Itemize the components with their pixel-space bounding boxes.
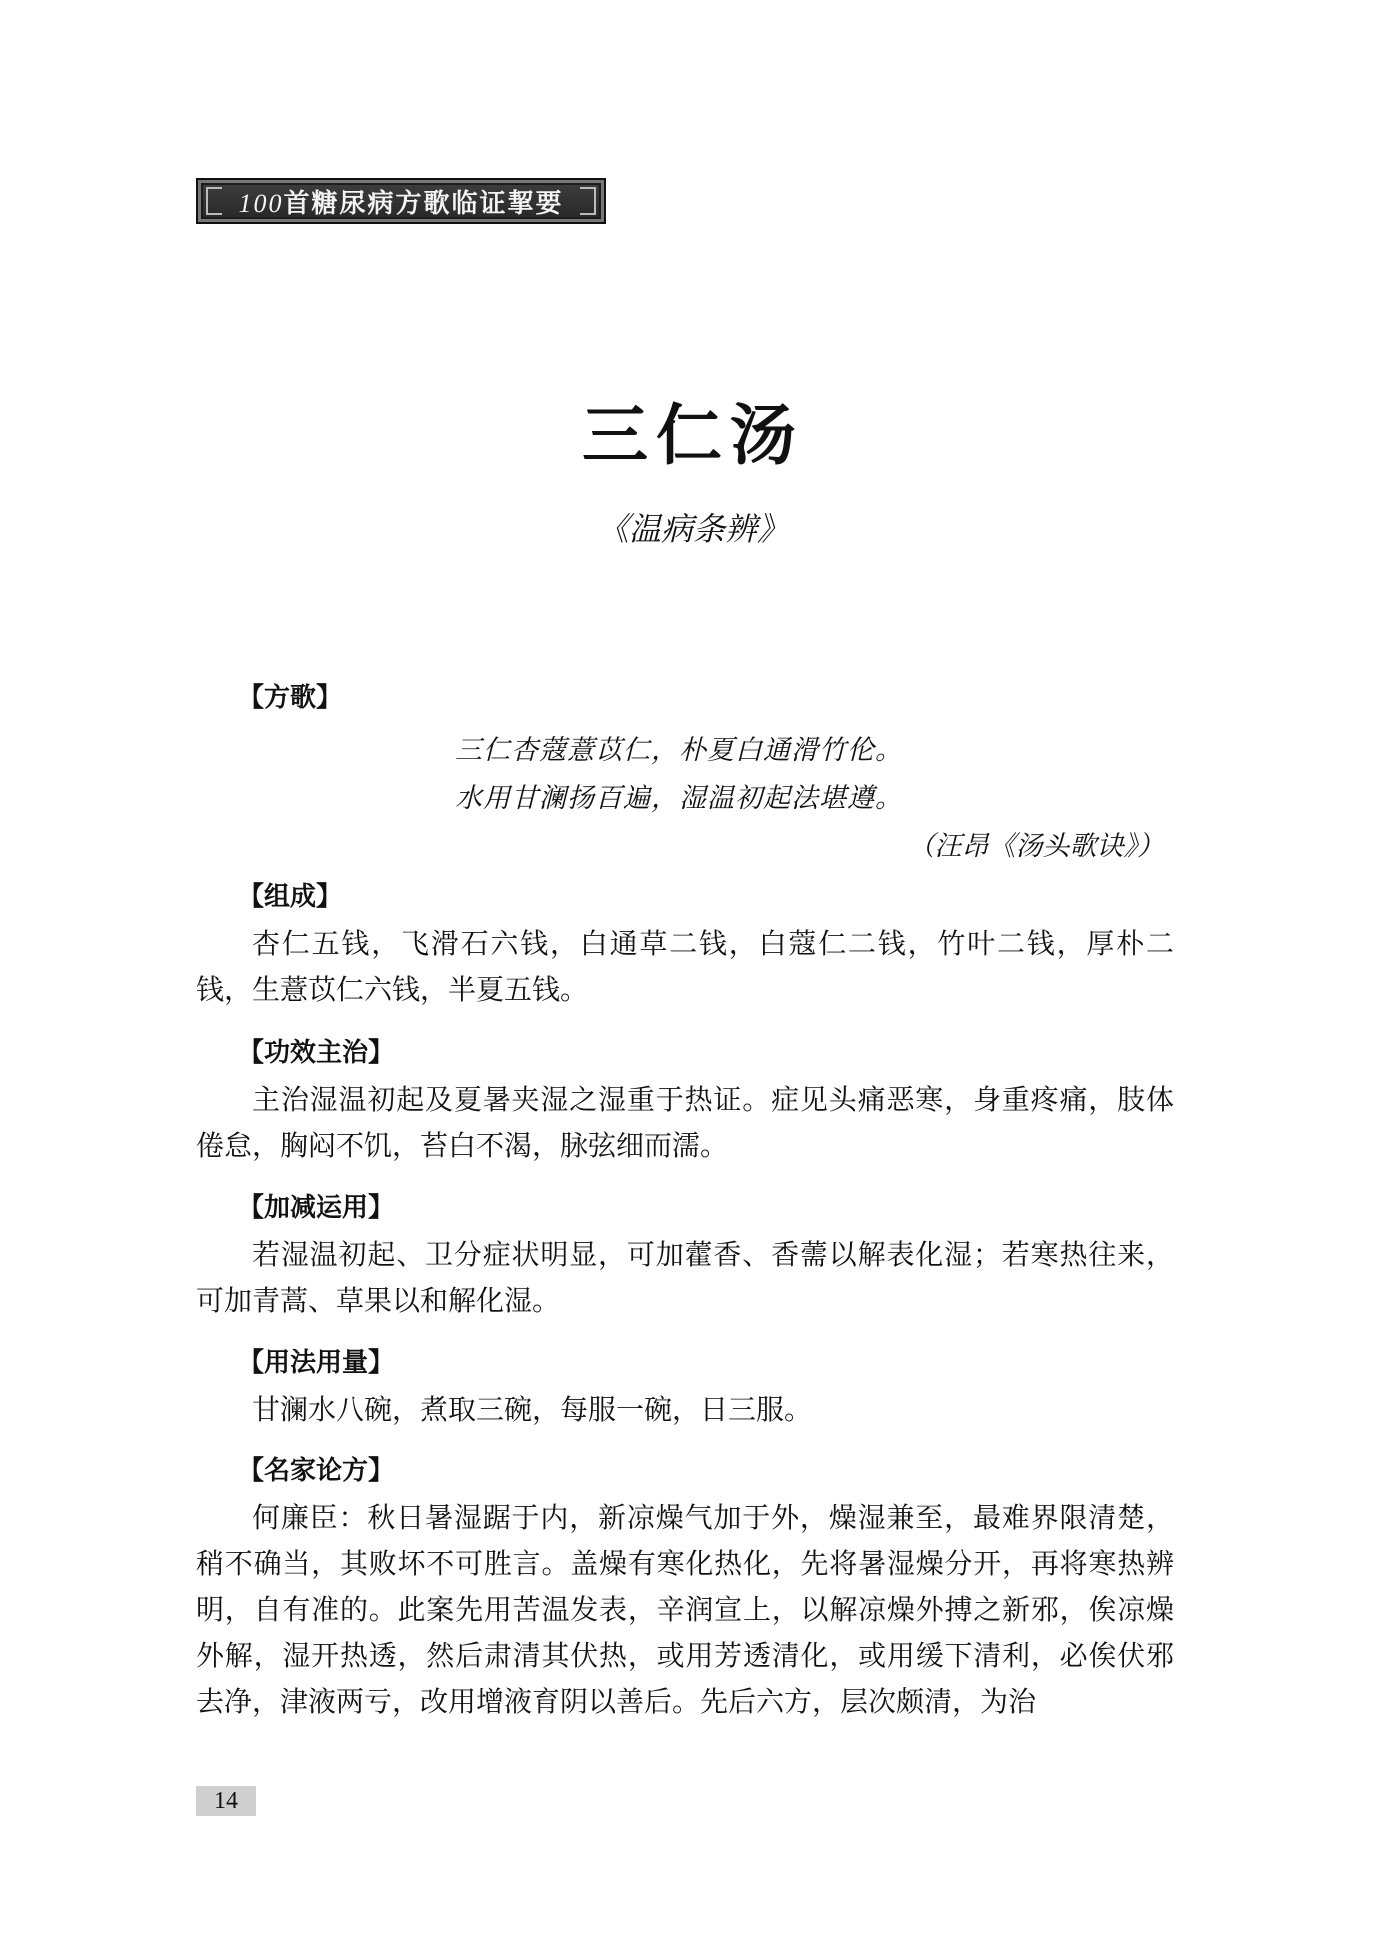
section-heading-fangge: 【方歌】 — [238, 683, 343, 713]
page-number: 14 — [196, 1786, 256, 1816]
section-text-yongfa: 甘澜水八碗，煮取三碗，每服一碗，日三服。 — [252, 1393, 813, 1426]
section-heading-gongxiao: 【功效主治】 — [238, 1038, 395, 1068]
running-header-number: 100 — [238, 188, 284, 218]
section-heading-yongfa: 【用法用量】 — [238, 1348, 395, 1378]
section-text-jiajian: 若湿温初起、卫分症状明显，可加藿香、香薷以解表化湿；若寒热往来，可加青蒿、草果以和解化湿。 — [196, 1238, 1174, 1317]
section-heading-zucheng: 【组成】 — [238, 882, 343, 912]
formula-title: 三仁汤 — [582, 397, 804, 474]
running-header-book-title: 首糖尿病方歌临证挈要 — [283, 188, 564, 219]
section-heading-jiajian: 【加减运用】 — [238, 1193, 395, 1223]
section-text-gongxiao: 主治湿温初起及夏暑夹湿之湿重于热证。症见头痛恶寒，身重疼痛，肢体倦怠，胸闷不饥，苔白不渴，脉弦细而濡。 — [196, 1083, 1174, 1162]
verse-line-2: 水用甘澜扬百遍，湿温初起法堪遵。 — [455, 783, 903, 814]
running-header-banner — [196, 178, 606, 224]
section-text-mingjia: 何廉臣：秋日暑湿踞于内，新凉燥气加于外，燥湿兼至，最难界限清楚，稍不确当，其败坏不可胜言。盖燥有寒化热化，先将暑湿燥分开，再将寒热辨明，自有准的。此案先用苦温发表，辛润宣上，以解凉燥外搏之新邪，俟凉燥外解，湿开热透，然后肃清其伏热，或用芳透清化，或用缓下清利，必俟伏邪去净，津液两亏，改用增液育阴以善后。先后六方，层次颇清，为治 — [196, 1501, 1174, 1718]
section-text-zucheng: 杏仁五钱，飞滑石六钱，白通草二钱，白蔻仁二钱，竹叶二钱，厚朴二钱，生薏苡仁六钱，半夏五钱。 — [196, 927, 1174, 1006]
running-header-title — [238, 183, 563, 220]
verse-attribution: （汪昂《汤头歌诀》） — [907, 831, 1164, 862]
banner-corner-ornament — [206, 199, 222, 215]
banner-corner-ornament — [580, 199, 596, 215]
verse-line-1: 三仁杏蔻薏苡仁，朴夏白通滑竹伦。 — [455, 735, 903, 766]
section-heading-mingjia: 【名家论方】 — [238, 1456, 395, 1486]
formula-source: 《温病条辨》 — [596, 510, 789, 548]
